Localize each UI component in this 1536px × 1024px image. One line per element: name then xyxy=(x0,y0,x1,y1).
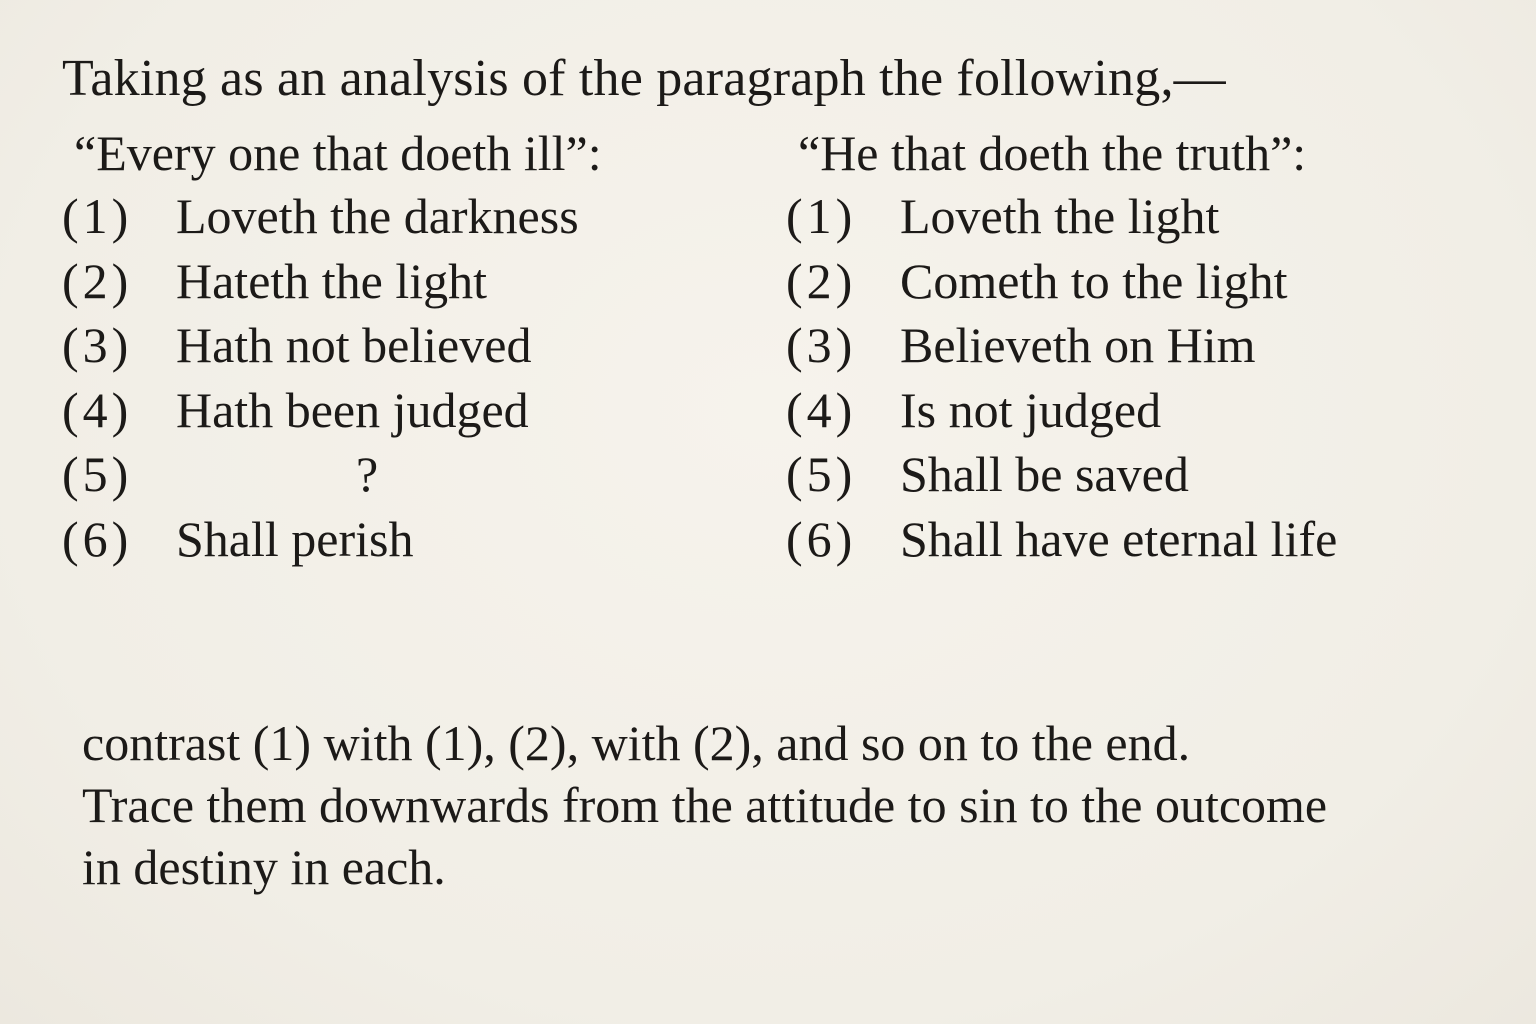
item-number: (1) xyxy=(786,188,857,244)
item-text: Shall be saved xyxy=(900,446,1189,502)
item-text: Shall perish xyxy=(176,510,414,567)
list-item xyxy=(786,313,1337,378)
item-text-question-mark: ? xyxy=(356,446,379,502)
item-number: (5) xyxy=(62,446,133,502)
item-number: (2) xyxy=(62,252,133,309)
closing-line-2: Trace them downwards from the attitude to sin to the outcome xyxy=(82,777,1328,833)
item-number: (5) xyxy=(786,446,857,502)
closing-line-3: in destiny in each. xyxy=(82,839,446,895)
item-text: Hath not believed xyxy=(176,317,532,373)
item-number: (4) xyxy=(62,381,133,438)
left-column-heading: “Every one that doeth ill”: xyxy=(74,125,602,181)
list-item xyxy=(62,184,602,249)
item-number: (4) xyxy=(786,381,857,438)
item-text: Is not judged xyxy=(900,381,1162,438)
intro-text: Taking as an analysis of the paragraph the following,— xyxy=(62,50,1226,107)
item-number: (1) xyxy=(62,188,133,244)
list-item xyxy=(786,249,1337,314)
list-item xyxy=(62,249,602,314)
item-text: Loveth the light xyxy=(900,188,1220,244)
closing-line-1: contrast (1) with (1), (2), with (2), and so on to the end. xyxy=(82,715,1191,771)
item-number: (2) xyxy=(786,252,857,309)
item-text: Hath been judged xyxy=(176,381,529,438)
list-item xyxy=(62,507,602,572)
item-text: Hateth the light xyxy=(176,252,488,309)
list-item xyxy=(786,184,1337,249)
list-item xyxy=(786,442,1337,507)
list-item xyxy=(62,378,602,443)
list-item xyxy=(786,507,1337,572)
item-number: (6) xyxy=(62,510,133,567)
right-column-heading: “He that doeth the truth”: xyxy=(798,125,1307,181)
item-number: (6) xyxy=(786,510,857,567)
item-number: (3) xyxy=(786,317,857,373)
list-item xyxy=(786,378,1337,443)
item-text: Shall have eternal life xyxy=(900,510,1338,567)
item-text: Loveth the darkness xyxy=(176,188,579,244)
item-number: (3) xyxy=(62,317,133,373)
right-column xyxy=(786,122,1337,571)
list-item xyxy=(62,442,602,507)
left-column xyxy=(62,122,602,571)
item-text: Believeth on Him xyxy=(900,317,1256,373)
closing-paragraph xyxy=(82,712,1512,898)
item-text: Cometh to the light xyxy=(900,252,1288,309)
list-item xyxy=(62,313,602,378)
